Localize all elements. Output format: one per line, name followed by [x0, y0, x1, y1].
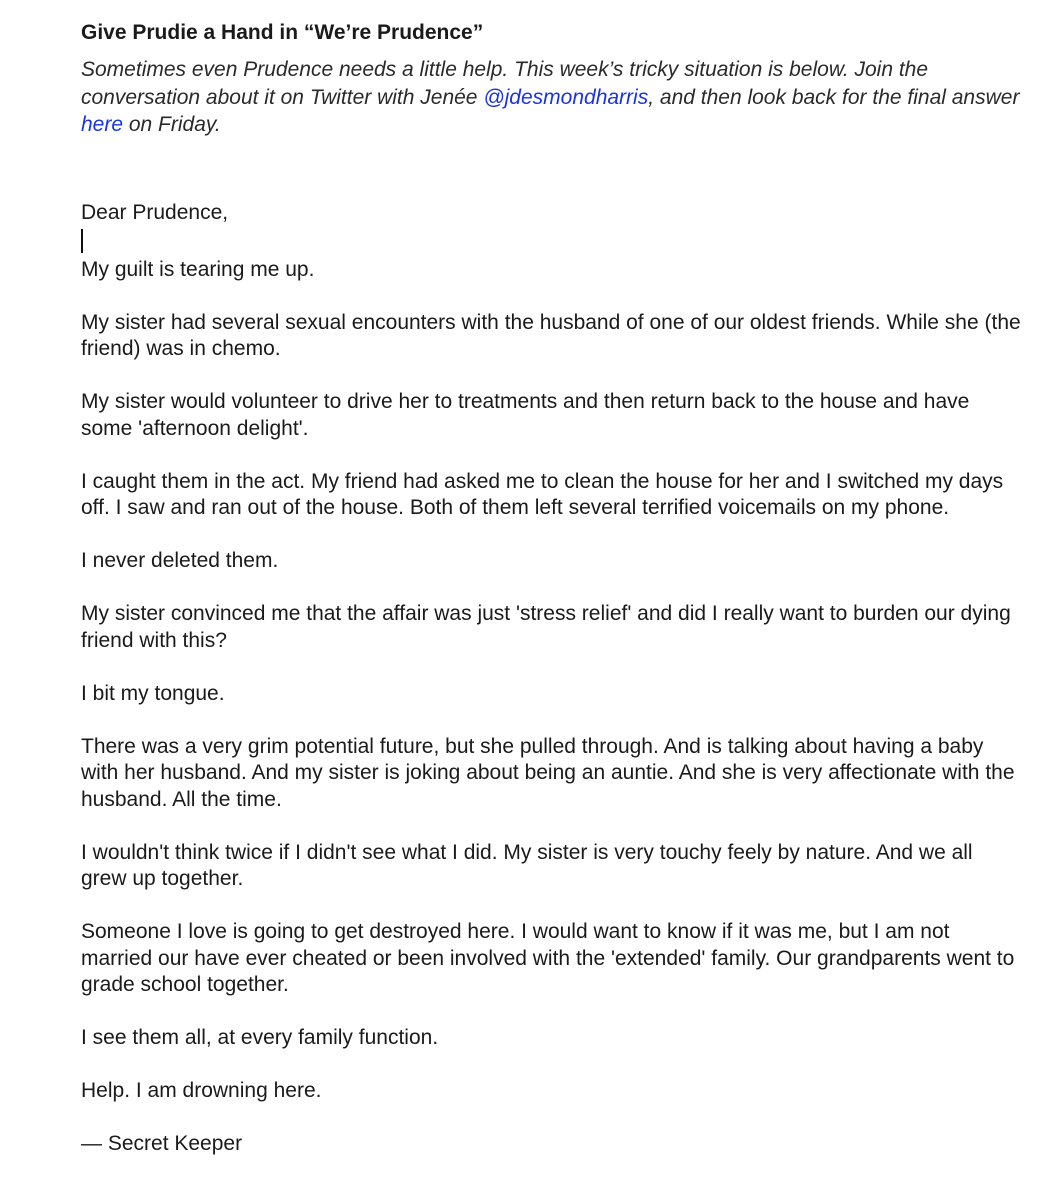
intro-paragraph — [81, 56, 1021, 139]
intro-text-end: on Friday. — [123, 113, 221, 136]
letter-paragraph: I never deleted them. — [81, 549, 279, 572]
letter-paragraph: There was a very grim potential future, but she pulled through. And is talking about having a baby with her husband. And my sister is joking about being an auntie. And she is very affectionate with the husband. All the time. — [81, 734, 1015, 811]
cursor-line[interactable] — [81, 227, 1021, 257]
letter-paragraph: My sister would volunteer to drive her to treatments and then return back to the house and have some 'afternoon delight'. — [81, 390, 970, 440]
letter-paragraph: My guilt is tearing me up. — [81, 257, 315, 281]
letter-body[interactable] — [81, 200, 1021, 1158]
article-header — [81, 20, 1021, 139]
letter-greeting: Dear Prudence, — [81, 201, 229, 224]
letter-paragraph: Someone I love is going to get destroyed here. I would want to know if it was me, but I am not married our have ever cheated or been involved with the 'extended' family. Our grandparents went to grade school together. — [81, 920, 1015, 996]
letter-paragraph: My sister had several sexual encounters with the husband of one of our oldest friends. While she (the friend) was in chemo. — [81, 310, 1021, 360]
text-cursor — [81, 229, 83, 253]
letter-paragraph: Help. I am drowning here. — [81, 1079, 322, 1102]
letter-paragraph: I wouldn't think twice if I didn't see what I did. My sister is very touchy feely by nature. And we all grew up together. — [81, 840, 973, 890]
letter-paragraph: I bit my tongue. — [81, 681, 225, 705]
twitter-handle-link[interactable]: @jdesmondharris — [483, 85, 649, 109]
letter-signature: — Secret Keeper — [81, 1132, 243, 1155]
letter-paragraph: I caught them in the act. My friend had asked me to clean the house for her and I switched my days off. I saw and ran out of the house. Both of them left several terrified voicemails on my phone. — [81, 469, 1004, 519]
intro-text-middle: , and then look back for the final answer — [648, 85, 1020, 109]
final-answer-link[interactable]: here — [81, 113, 124, 136]
intro-text-start: Sometimes even Prudence needs a little help. This week’s tricky situation is below. Join the conversation about it on Twitter with Jenée — [81, 58, 929, 109]
page-title: Give Prudie a Hand in “We’re Prudence” — [81, 21, 484, 44]
letter-paragraph: I see them all, at every family function. — [81, 1026, 439, 1049]
letter-paragraph: My sister convinced me that the affair was just 'stress relief' and did I really want to burden our dying friend with this? — [81, 602, 1011, 652]
